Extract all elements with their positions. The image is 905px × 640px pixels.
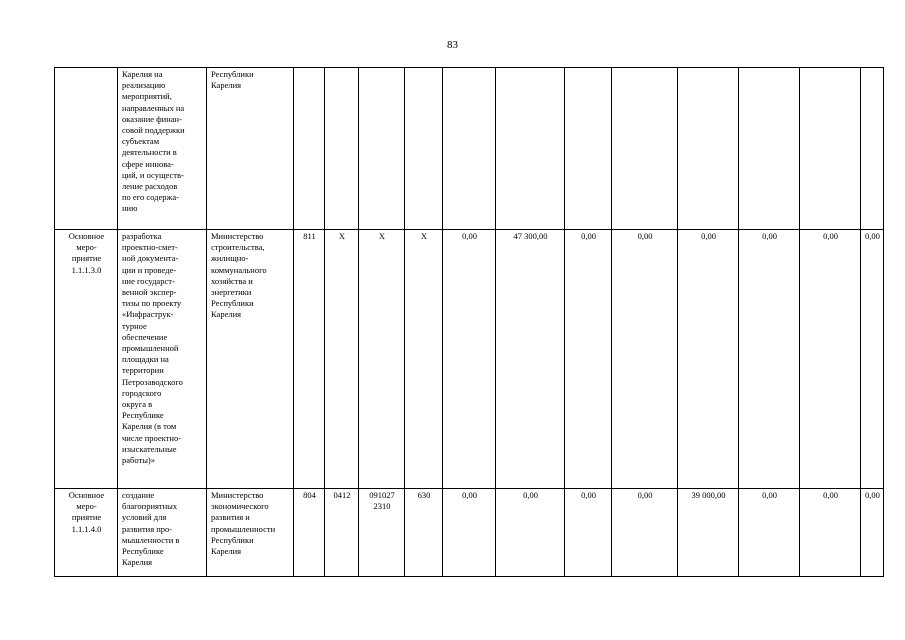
rzpr-cell	[325, 68, 359, 230]
value-col-1: 0,00	[443, 230, 496, 489]
executor-cell	[207, 489, 294, 577]
value-col-7: 0,00	[800, 489, 861, 577]
measure-description-cell-line: нию	[122, 203, 138, 214]
value-col-7	[800, 68, 861, 230]
executor-cell	[207, 68, 294, 230]
measure-id-cell-line: приятие	[71, 512, 102, 523]
measure-id-cell-line: Основное	[68, 231, 105, 241]
executor-cell-line: Министерство	[211, 490, 264, 500]
measure-description-cell-line: Карелия на	[122, 69, 163, 79]
executor-cell-line: коммунального	[211, 264, 267, 275]
measure-description-cell	[118, 230, 207, 489]
executor-cell-line: хозяйства и	[211, 275, 253, 286]
measure-description-cell-line: числе проектно-	[122, 432, 182, 443]
value-col-7: 0,00	[800, 230, 861, 489]
table-body	[55, 68, 884, 577]
budget-table	[54, 67, 884, 577]
executor-cell	[207, 230, 294, 489]
measure-description-cell-line: оказание финан-	[122, 113, 182, 124]
measure-id-cell-line: меро-	[76, 501, 97, 512]
table-row	[55, 230, 884, 489]
value-col-5: 39 000,00	[678, 489, 739, 577]
measure-description-cell-line: разработка	[122, 231, 162, 241]
measure-description-cell-line: ной документа-	[122, 253, 179, 264]
measure-description-cell-line: турное	[122, 320, 147, 331]
measure-id-cell-line: Основное	[68, 490, 105, 500]
vr-cell: Х	[405, 230, 443, 489]
executor-cell-line: Республики	[211, 69, 254, 79]
executor-cell-line: Карелия	[211, 546, 242, 557]
value-col-6: 0,00	[739, 489, 800, 577]
measure-description-cell-line: территории	[122, 365, 164, 376]
measure-description-cell-line: совой поддержки	[122, 125, 185, 136]
measure-description-cell-line: Карелия	[122, 557, 153, 568]
measure-description-cell-line: мероприятий,	[122, 91, 172, 102]
executor-cell-line: экономического	[211, 501, 269, 512]
grbs-cell: 811	[294, 230, 325, 489]
executor-cell-line: промышленности	[211, 523, 276, 534]
executor-cell-line: жилищно-	[211, 253, 249, 264]
measure-description-cell-line: по его содержа-	[122, 192, 179, 203]
executor-cell-line: развития и	[211, 512, 250, 523]
measure-id-cell-line: приятие	[71, 253, 102, 264]
executor-cell-line: Карелия	[211, 80, 242, 91]
executor-cell-line: Министерство	[211, 231, 264, 241]
measure-description-cell-line: венной экспер-	[122, 287, 177, 298]
value-col-8: 0,00	[861, 230, 884, 489]
value-col-3: 0,00	[565, 230, 612, 489]
value-col-4: 0,00	[612, 230, 678, 489]
value-col-5: 0,00	[678, 230, 739, 489]
measure-description-cell-line: Республике	[122, 410, 164, 421]
csr-cell	[359, 230, 405, 489]
measure-description-cell-line: создание	[122, 490, 155, 500]
csr-cell-line: Х	[378, 231, 386, 241]
value-col-6	[739, 68, 800, 230]
value-col-6: 0,00	[739, 230, 800, 489]
measure-description-cell-line: субъектам	[122, 136, 160, 147]
measure-description-cell-line: направленных на	[122, 102, 185, 113]
executor-cell-line: Карелия	[211, 309, 242, 320]
value-col-1	[443, 68, 496, 230]
measure-description-cell-line: ние государст-	[122, 275, 175, 286]
grbs-cell: 804	[294, 489, 325, 577]
value-col-8	[861, 68, 884, 230]
executor-cell-line: Республики	[211, 534, 254, 545]
table-row	[55, 68, 884, 230]
vr-cell	[405, 68, 443, 230]
value-col-8: 0,00	[861, 489, 884, 577]
rzpr-cell: Х	[325, 230, 359, 489]
measure-id-cell	[55, 230, 118, 489]
measure-description-cell-line: Карелия (в том	[122, 421, 177, 432]
measure-description-cell-line: сфере иннова-	[122, 158, 174, 169]
vr-cell: 630	[405, 489, 443, 577]
csr-cell-line: 2310	[373, 501, 391, 512]
measure-id-cell	[55, 489, 118, 577]
measure-description-cell-line: Петрозаводского	[122, 376, 183, 387]
measure-description-cell-line: мышленности в	[122, 534, 180, 545]
measure-description-cell-line: обеспечение	[122, 331, 168, 342]
measure-description-cell-line: условий для	[122, 512, 167, 523]
table-row	[55, 489, 884, 577]
value-col-3: 0,00	[565, 489, 612, 577]
measure-description-cell-line: деятельности в	[122, 147, 177, 158]
measure-description-cell-line: Республике	[122, 546, 164, 557]
page-number: 83	[447, 39, 458, 51]
value-col-2: 0,00	[496, 489, 565, 577]
value-col-2	[496, 68, 565, 230]
rzpr-cell: 0412	[325, 489, 359, 577]
measure-description-cell	[118, 489, 207, 577]
csr-cell	[359, 68, 405, 230]
csr-cell-line: 091027	[369, 490, 395, 500]
measure-description-cell-line: городского	[122, 387, 162, 398]
measure-description-cell-line: «Инфраструк-	[122, 309, 174, 320]
measure-id-cell-line: 1.1.1.3.0	[71, 264, 102, 275]
value-col-1: 0,00	[443, 489, 496, 577]
executor-cell-line: Республики	[211, 298, 254, 309]
executor-cell-line: строительства,	[211, 242, 265, 253]
measure-description-cell	[118, 68, 207, 230]
measure-description-cell-line: проектно-смет-	[122, 242, 178, 253]
executor-cell-line: энергетики	[211, 287, 252, 298]
csr-cell	[359, 489, 405, 577]
value-col-3	[565, 68, 612, 230]
measure-id-cell	[55, 68, 118, 230]
measure-description-cell-line: изыскательные	[122, 443, 177, 454]
measure-id-cell-line: 1.1.1.4.0	[71, 523, 102, 534]
measure-id-cell-line: меро-	[76, 242, 97, 253]
measure-description-cell-line: реализацию	[122, 80, 166, 91]
measure-description-cell-line: ление расходов	[122, 181, 178, 192]
measure-description-cell-line: тизы по проекту	[122, 298, 182, 309]
measure-description-cell-line: площадки на	[122, 354, 169, 365]
measure-description-cell-line: развития про-	[122, 523, 173, 534]
value-col-2: 47 300,00	[496, 230, 565, 489]
measure-description-cell-line: ций, и осуществ-	[122, 169, 184, 180]
value-col-4: 0,00	[612, 489, 678, 577]
grbs-cell	[294, 68, 325, 230]
measure-description-cell-line: ции и проведе-	[122, 264, 177, 275]
measure-description-cell-line: работы)»	[122, 455, 155, 466]
measure-description-cell-line: промышленной	[122, 343, 179, 354]
value-col-5	[678, 68, 739, 230]
value-col-4	[612, 68, 678, 230]
measure-description-cell-line: округа в	[122, 399, 153, 410]
measure-description-cell-line: благоприятных	[122, 501, 178, 512]
